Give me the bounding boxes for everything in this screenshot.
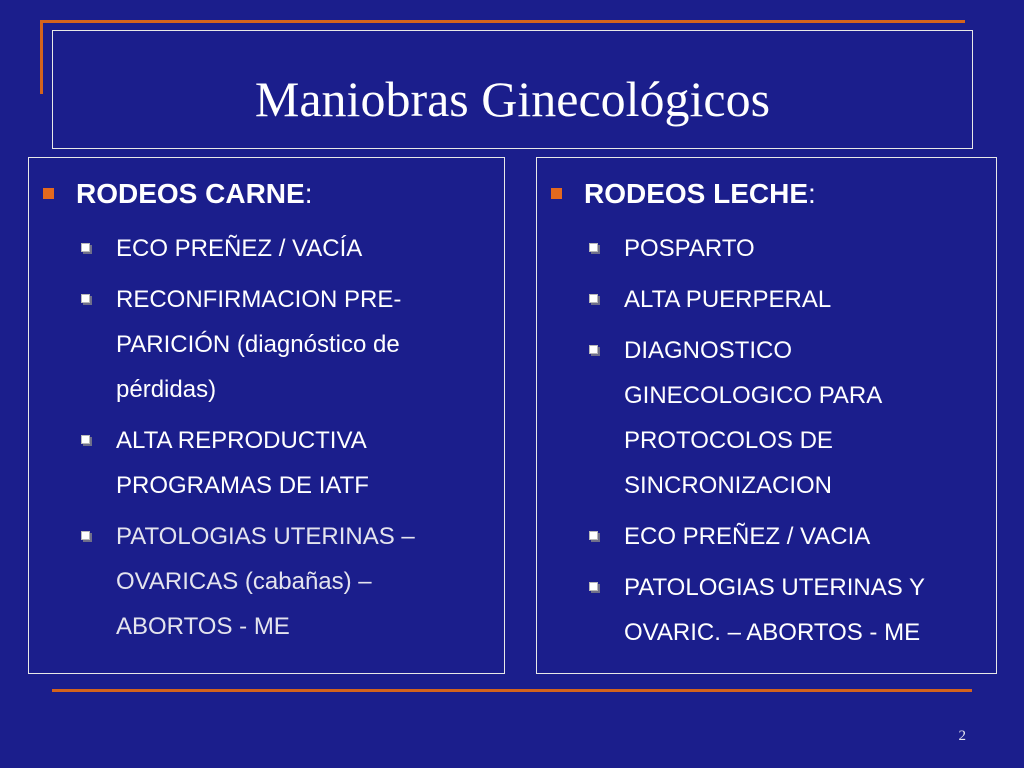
list-item-text: PATOLOGIAS UTERINAS – OVARICAS (cabañas) – ABORTOS - ME bbox=[116, 523, 415, 640]
bottom-accent-line bbox=[52, 689, 972, 692]
checkbox-bullet-icon bbox=[81, 531, 90, 540]
checkbox-bullet-icon bbox=[589, 294, 598, 303]
right-heading-colon: : bbox=[808, 178, 816, 209]
list-item bbox=[585, 226, 982, 271]
list-item bbox=[77, 226, 490, 271]
left-heading-text: RODEOS CARNE bbox=[76, 178, 305, 209]
square-bullet-icon bbox=[551, 188, 562, 199]
list-item bbox=[585, 328, 982, 508]
list-item-text: PATOLOGIAS UTERINAS Y OVARIC. – ABORTOS - ME bbox=[624, 574, 925, 646]
list-item bbox=[585, 277, 982, 322]
list-item bbox=[585, 514, 982, 559]
left-column-box bbox=[28, 157, 505, 674]
slide-title: Maniobras Ginecológicos bbox=[254, 71, 771, 127]
left-accent-line bbox=[40, 20, 43, 94]
page-number: 2 bbox=[958, 728, 966, 744]
checkbox-bullet-icon bbox=[589, 345, 598, 354]
checkbox-bullet-icon bbox=[589, 531, 598, 540]
checkbox-bullet-icon bbox=[589, 582, 598, 591]
list-item-text: RECONFIRMACION PRE-PARICIÓN (diagnóstico de pérdidas) bbox=[116, 286, 402, 403]
list-item-text: ALTA REPRODUCTIVA PROGRAMAS DE IATF bbox=[116, 427, 369, 499]
checkbox-bullet-icon bbox=[81, 294, 90, 303]
right-item-list bbox=[585, 226, 982, 661]
top-accent-line bbox=[40, 20, 965, 23]
title-box bbox=[52, 30, 973, 149]
list-item-text: ECO PREÑEZ / VACÍA bbox=[116, 235, 363, 262]
list-item-text: ECO PREÑEZ / VACIA bbox=[624, 523, 871, 550]
checkbox-bullet-icon bbox=[589, 243, 598, 252]
list-item bbox=[77, 418, 490, 508]
right-heading-text: RODEOS LECHE bbox=[584, 178, 809, 209]
checkbox-bullet-icon bbox=[81, 435, 90, 444]
list-item-text: ALTA PUERPERAL bbox=[624, 286, 832, 313]
left-item-list bbox=[77, 226, 490, 655]
square-bullet-icon bbox=[43, 188, 54, 199]
right-heading bbox=[551, 176, 816, 212]
list-item bbox=[585, 565, 982, 655]
list-item bbox=[77, 277, 490, 412]
left-heading-colon: : bbox=[304, 178, 313, 209]
list-item bbox=[77, 514, 490, 649]
list-item-text: POSPARTO bbox=[624, 235, 755, 262]
right-column-box bbox=[536, 157, 997, 674]
list-item-text: DIAGNOSTICO GINECOLOGICO PARA PROTOCOLOS DE SINCRONIZACION bbox=[624, 337, 881, 499]
left-heading bbox=[43, 176, 312, 212]
checkbox-bullet-icon bbox=[81, 243, 90, 252]
